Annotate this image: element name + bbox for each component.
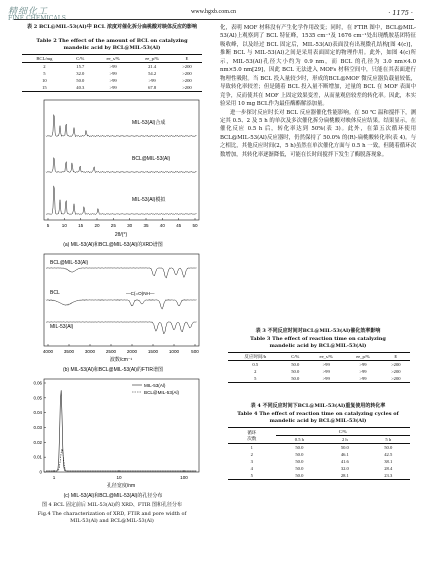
table3-cell: >200: [391, 369, 401, 374]
pore-y-tick-label: 0.02: [33, 439, 42, 445]
table4-cell: 2: [250, 452, 253, 457]
figure4-caption-cn: 图 4 BCL 固定前后 MIL-53(Al)的 XRD、FTIR 图和孔径分布: [41, 502, 183, 508]
table2-cell: >200: [182, 85, 192, 90]
table2-cell: 54.2: [148, 71, 157, 76]
table3-cell: >99: [359, 376, 367, 381]
table2-cell: 2: [43, 64, 46, 69]
table3: [228, 352, 410, 383]
table2-cell: 15: [42, 85, 47, 90]
table2-header-cell: ee_p/%: [145, 56, 159, 61]
ftir-x-tick-label: 2000: [126, 349, 138, 354]
pore-y-tick-label: 0: [39, 469, 42, 475]
table2-row: [22, 77, 202, 84]
table2-cell: 40.3: [76, 85, 85, 90]
table2-cell: >99: [109, 78, 117, 83]
pore-y-tick-label: 0.01: [33, 454, 42, 460]
pore-x-tick-label: 100: [180, 475, 188, 480]
table3-cell: >99: [322, 376, 330, 381]
table4-header-row-1: [228, 428, 410, 436]
table2-row: [22, 84, 202, 92]
table3-header-cell: ee_s/%: [319, 354, 333, 359]
table4-title-cn: 表 4 不同反应时间下BCL@MIL-53(Al)重复使用的转化率: [250, 403, 386, 409]
table4-cycle-header-1: 循环: [247, 429, 257, 435]
xrd-x-tick-label: 35: [143, 223, 149, 228]
xrd-frame: [44, 100, 199, 220]
xrd-x-tick-label: 20: [94, 223, 100, 228]
table4-row: [228, 444, 410, 452]
table2-cell: >99: [148, 78, 156, 83]
table3-header-cell: E: [394, 354, 398, 359]
table4-cell: 38.1: [384, 459, 393, 464]
figure4-caption-en-2: MIL-53(Al) and BCL@MIL-53(Al): [70, 518, 154, 524]
table2-title-en-1: Table 2 The effect of the amount of BCL on catalyzing: [36, 38, 188, 44]
table4-group-header: C/%: [276, 428, 410, 436]
pore-curve-bcl-mof: [46, 449, 196, 471]
table4-cell: 1: [250, 445, 253, 450]
table2-cell: 5: [43, 71, 46, 76]
table4-cell: 42.5: [384, 452, 393, 457]
ftir-x-tick-label: 2500: [105, 349, 117, 354]
table2-cell: >99: [109, 64, 117, 69]
table3-cell: >99: [359, 362, 367, 367]
table2-cell: 21.4: [148, 64, 157, 69]
table3-cell: >99: [359, 369, 367, 374]
table4-row: [228, 472, 410, 480]
table2-title-cn: 表 2 BCL@MIL-53(Al)中 BCL 浓度对催化拆分扁桃酸对映体反应的影响: [26, 24, 197, 30]
paragraph-1: 化，表明 MOF 材料没有产生化学作用改变；同时，在 FTIR 图中，BCL@MIL-53(Al)上观察到了 BCL 特征峰，1535 cm⁻¹及 1676 cm⁻¹处出现酰胺基团特征吸收峰，以及经过 BCL 固定后，MIL-53(Al)表面没有出现微孔结构[图 4(c)]，推断 BCL 与 MIL-53(Al)之间是采用表面固定的物理作用。此外，如图 4(c)所示，MIL-53(Al)孔径大小约为 0.9 nm，而 BCL 的孔径为 3.0 nm×4.0 nm×5.0 nm[29]，因此 BCL 无法进入 MOFs 材料空间中，只能在其表面进行物理性吸附。当 BCL 投入量较少时，形成的BCL@MOF 微反应器负载量较低，导致转化率较差；但是随着 BCL 投入量不断增加，过量的 BCL 在 MOF 表面中竞争，反而使其在 MOF 上固定效果变差，从而量观倍较差的转化率。因此，本实验采用 10 mg BCL作为最佳酶酯解添加量。: [220, 25, 416, 108]
table4-cell: 50.0: [340, 445, 349, 450]
table3-header-cell: 反应时间/h: [244, 353, 267, 359]
xrd-x-tick-label: 25: [110, 223, 116, 228]
table2-cell: 50.0: [76, 78, 85, 83]
table4-cell: 32.0: [340, 466, 349, 471]
table4-row: [228, 458, 410, 465]
table4-cycle-header: [228, 428, 276, 444]
table3-cell: >200: [391, 362, 401, 367]
xrd-curve-sim: [46, 186, 197, 215]
table2-cell: >200: [182, 78, 192, 83]
xrd-label-sim: MIL-53(Al)模拟: [132, 197, 166, 203]
header-rule: [14, 19, 414, 20]
table2-cell: 15.7: [76, 64, 85, 69]
ftir-x-tick-label: 3500: [63, 349, 75, 354]
table2-header-cell: C/%: [76, 56, 85, 61]
xrd-curve-bcl: [46, 158, 197, 173]
table4-row: [228, 465, 410, 472]
table3-header-cell: ee_p/%: [356, 354, 370, 359]
table4-title-en-2: mandelic acid by BCL@MIL-53(Al): [269, 418, 367, 424]
ftir-x-tick-label: 500: [191, 349, 199, 354]
table3-cell: >200: [391, 376, 401, 381]
ftir-amide-annotation: —C(=O)NH—: [126, 291, 155, 296]
pore-y-tick-label: 0.03: [33, 425, 42, 430]
table4-cell: 23.3: [384, 473, 393, 478]
pore-y-tick-label: 0.06: [33, 380, 42, 386]
figure-4: [14, 96, 212, 520]
ftir-x-tick-label: 1500: [147, 349, 159, 354]
pore-legend-mof: MIL-53(Al): [144, 383, 166, 388]
table3-cell: 5: [254, 376, 257, 381]
pore-x-ticks: [53, 470, 189, 480]
table3-header-cell: C/%: [291, 354, 300, 359]
xrd-label-bcl: BCL@MIL-53(Al): [132, 156, 171, 162]
table2-cell: >99: [109, 71, 117, 76]
table3-row: [228, 375, 410, 383]
table2-cell: >200: [182, 64, 192, 69]
journal-logo: 精细化工: [8, 7, 49, 17]
table2-cell: 67.8: [148, 85, 157, 90]
journal-url[interactable]: www.hgxb.com.cn: [190, 9, 237, 15]
table4-cell: 50.0: [295, 473, 304, 478]
table3-cell: >99: [322, 369, 330, 374]
xrd-curve-synth: [46, 115, 197, 137]
ftir-label-mof: MIL-53(Al): [50, 324, 74, 330]
ftir-curve-bcl: [46, 300, 197, 310]
table4-cell: 50.0: [295, 459, 304, 464]
table4-row: [228, 451, 410, 458]
ftir-panel: [43, 254, 199, 373]
table3-cell: 0.5: [252, 362, 259, 367]
table4-title-en-1: Table 4 The effect of reaction time on catalyzing cycles of: [237, 411, 399, 417]
pore-legend-bcl-mof: BCL@MIL-53(Al): [144, 390, 180, 395]
table4-subheader: 2 h: [341, 437, 348, 442]
xrd-caption: (a) MIL-53(Al)和BCL@MIL-53(Al)的XRD谱图: [63, 242, 163, 248]
ftir-x-tick-label: 4000: [42, 349, 54, 354]
pore-x-label: 孔径宽度/nm: [106, 483, 136, 489]
table4-cell: 50.0: [384, 445, 393, 450]
table2-cell: 32.0: [76, 71, 85, 76]
xrd-x-label: 2θ/(°): [114, 232, 128, 238]
table3-cell: 50.0: [291, 376, 300, 381]
ftir-caption: (b) MIL-53(Al)和BCL@MIL-53(Al)的FTIR谱图: [62, 367, 164, 373]
table4-subheader: 0.5 h: [294, 437, 304, 442]
table2-header-row: [22, 55, 202, 63]
table2-header-cell: ee_s/%: [106, 56, 120, 61]
xrd-x-tick-label: 30: [127, 223, 133, 228]
pore-y-tick-label: 0.04: [33, 410, 42, 416]
table2-cell: >99: [109, 85, 117, 90]
ftir-x-label: 波数/cm⁻¹: [109, 357, 133, 363]
table4-cell: 5: [250, 473, 253, 478]
table4-cell: 28.1: [340, 473, 349, 478]
table3-title-en-2: mandelic acid by BCL@MIL-53(Al): [269, 343, 367, 349]
table3-title-cn: 表 3 不同反应时间对BCL@MIL-53(Al)催化效率影响: [255, 328, 381, 334]
ftir-label-bcl: BCL: [50, 290, 60, 296]
table3-row: [228, 361, 410, 369]
table2-title-en-2: mandelic acid by BCL@MIL-53(Al): [63, 45, 161, 51]
pore-y-tick-label: 0.05: [33, 395, 42, 401]
table4-cell: 50.0: [295, 445, 304, 450]
xrd-x-tick-label: 5: [46, 223, 50, 228]
table4-cell: 4: [250, 466, 253, 471]
xrd-x-tick-label: 10: [61, 223, 67, 228]
ftir-x-ticks: [43, 344, 199, 354]
table4-cell: 50.0: [295, 466, 304, 471]
table4-cell: 28.4: [384, 466, 393, 471]
xrd-x-tick-label: 40: [159, 223, 165, 228]
table4-subheader: 5 h: [385, 437, 392, 442]
journal-logo-sub: FINE CHEMICALS: [8, 15, 66, 22]
xrd-x-tick-label: 50: [192, 223, 198, 228]
ftir-label-bcl-mof: BCL@MIL-53(Al): [50, 260, 89, 266]
xrd-x-tick-label: 15: [78, 223, 84, 228]
table2-row: [22, 63, 202, 71]
table3-cell: 2: [254, 369, 257, 374]
table3-header-row: [228, 353, 410, 361]
body-text: [220, 24, 416, 159]
paragraph-2: 进一步探讨反应时长对 BCL 反应器催化性能影响。在 50 ℃ 温和搅拌下，测定其 0.5、2 及 5 h 的单次及多次催化拆分扁桃酸对映体反应结果。结果显示，在催化反应 0.5 h 后，转化率达到 50%(表 3)。此外，在第五次循环使用 BCL@MIL-53(Al)反应器时，仍然保持了 50.0% 的(R)-扁桃酸转化率(表 4)。与之相比，其他反应时间(2，5 h)虽然在单次催化方面与 0.5 h 一致，但随着循环次数增加，其转化率逐渐降低，可能在长时间搅拌下发生了酶脱落现象。: [220, 109, 416, 158]
xrd-panel: [44, 100, 199, 248]
table3-row: [228, 368, 410, 375]
table2-row: [22, 70, 202, 77]
table2: [22, 54, 202, 92]
table4-cell: 3: [250, 459, 253, 464]
xrd-x-tick-label: 45: [176, 223, 182, 228]
table4-cell: 46.1: [340, 452, 349, 457]
table4-cell: 41.6: [340, 459, 349, 464]
table3-cell: 50.0: [291, 362, 300, 367]
table2-header-cell: E: [185, 56, 189, 61]
ftir-x-tick-label: 1000: [168, 349, 180, 354]
pore-panel: [33, 379, 199, 499]
table2-cell: >200: [182, 71, 192, 76]
pore-x-tick-label: 10: [116, 475, 122, 480]
table4-cell: 50.0: [295, 452, 304, 457]
table4: [228, 427, 410, 480]
table3-title-en-1: Table 3 The effect of reaction time on catalyzing: [250, 336, 386, 342]
ftir-x-tick-label: 3000: [84, 349, 96, 354]
pore-curve-mof: [46, 390, 196, 471]
figure4-caption-en-1: Fig.4 The characterization of XRD, FTIR and pore width of: [37, 511, 187, 517]
table2-header-cell: BCL/mg: [36, 56, 53, 61]
ftir-curve-bcl-mof: [46, 268, 197, 278]
xrd-x-ticks: [47, 218, 198, 228]
table2-cell: 10: [42, 78, 47, 83]
pore-x-tick-label: 1: [52, 475, 56, 480]
page-number: · 1175 ·: [388, 9, 413, 17]
xrd-label-synth: MIL-53(Al)合成: [132, 120, 166, 126]
pore-caption: (c) MIL-53(Al)和BCL@MIL-53(Al)的孔径分布: [63, 493, 163, 499]
table4-cycle-header-2: 次数: [247, 435, 257, 441]
table3-cell: 50.0: [291, 369, 300, 374]
table3-cell: >99: [322, 362, 330, 367]
